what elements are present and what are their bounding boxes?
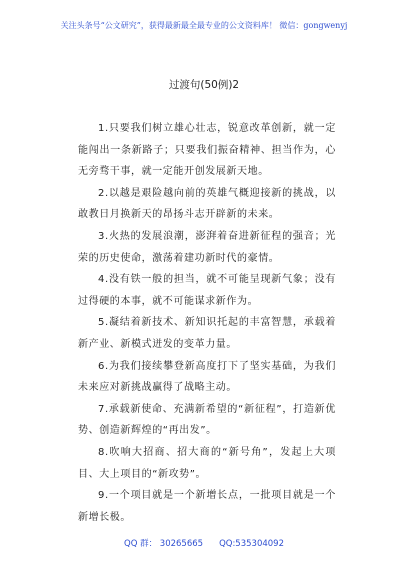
- paragraph-8: 8.吹响大招商、招大商的“新号角”，发起上大项目、大上项目的“新攻势”。: [78, 446, 336, 480]
- footer-contacts: [0, 537, 408, 549]
- paragraph-4: 4.没有铁一般的担当，就不可能呈现新气象；没有过得硬的本事，就不可能谋求新作为。: [78, 274, 336, 307]
- footer-qq-number: QQ:535304092: [219, 539, 284, 549]
- paragraph-5: 5.凝结着新技术、新知识托起的丰富智慧，承载着新产业、新模式迸发的变革力量。: [78, 317, 336, 350]
- document-title: 过渡句(50例)2: [168, 79, 240, 91]
- paragraph-3: 3.火热的发展浪潮，澎湃着奋进新征程的强音；光荣的历史使命，激荡着建功新时代的豪情。: [78, 230, 336, 264]
- paragraph-2: 2.以越是艰险越向前的英雄气概迎接新的挑战，以敢教日月换新天的昂扬斗志开辟新的未来。: [78, 187, 336, 221]
- header-banner: 关注头条号“公文研究”，获得最新最全最专业的公文资料库！ 微信：gongwenyj: [60, 21, 348, 30]
- footer-qq-group: QQ 群： 30265665: [124, 539, 204, 549]
- paragraph-9: 9.一个项目就是一个新增长点，一批项目就是一个新增长极。: [78, 490, 336, 523]
- document-body: [78, 118, 336, 528]
- paragraph-6: 6.为我们接续攀登新高度打下了坚实基础，为我们未来应对新挑战赢得了战略主动。: [78, 360, 336, 394]
- paragraph-7: 7.承载新使命、充满新希望的“新征程”，打造新优势、创造新辉煌的“再出发”。: [78, 403, 336, 437]
- paragraph-1: 1.只要我们树立雄心壮志，锐意改革创新，就一定能闯出一条新路子；只要我们振奋精神、担当作为，心无旁骛干事，就一定能开创发展新天地。: [78, 123, 336, 178]
